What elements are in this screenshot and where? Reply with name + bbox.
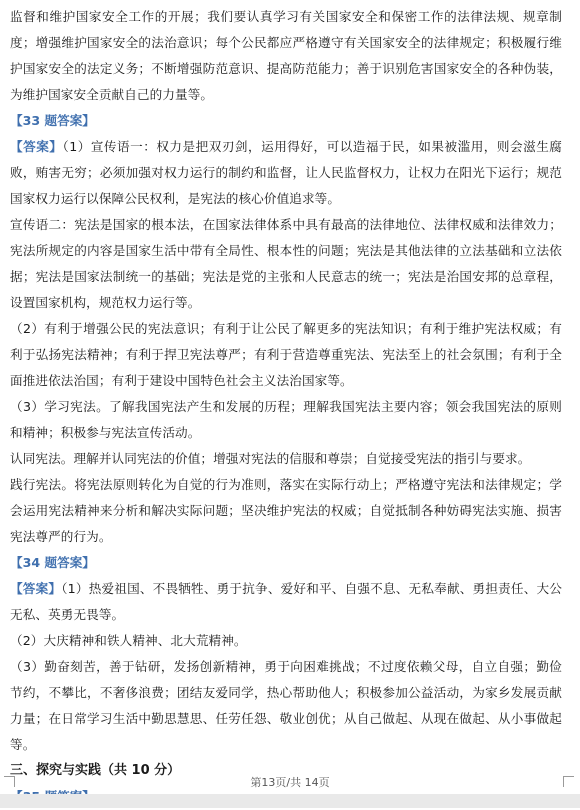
answer-34-part2: （2）大庆精神和铁人精神、北大荒精神。: [10, 633, 247, 648]
answer-34-part1-text: （1）热爱祖国、不畏牺牲、勇于抗争、爱好和平、自强不息、无私奉献、勇担责任、大公无私、英勇无畏等。: [10, 581, 562, 622]
answer-33-slogan2: 宣传语二：宪法是国家的根本法，在国家法律体系中具有最高的法律地位、法律权威和法律效力；宪法所规定的内容是国家生活中带有全局性、根本性的问题；宪法是其他法律的立法基础和立法依据；宪法是国家法制统一的基础；宪法是党的主张和人民意志的统一；宪法是治国安邦的总章程，设置国家机构，规范权力运行等。: [10, 217, 562, 310]
answer-label: 【答案】: [10, 139, 63, 154]
answer-label: 【答案】: [10, 581, 62, 596]
answer-33-part2: （2）有利于增强公民的宪法意识；有利于让公民了解更多的宪法知识；有利于维护宪法权威；有利于弘扬宪法精神；有利于捍卫宪法尊严；有利于营造尊重宪法、宪法至上的社会氛围；有利于全面推进依法治国；有利于建设中国特色社会主义法治国家等。: [10, 321, 562, 388]
answer-34-part1: [10, 576, 562, 628]
answer-34-marker: 【34 题答案】: [10, 555, 95, 570]
answer-33-practice: 践行宪法。将宪法原则转化为自觉的行为准则，落实在实际行动上；严格遵守宪法和法律规定；学会运用宪法精神来分析和解决实际问题；坚决维护宪法的权威；自觉抵制各种妨碍宪法实施、损害宪法尊严的行为。: [10, 477, 562, 544]
page-number: 第13页/共 14页: [250, 776, 330, 789]
answer-33-part3: （3）学习宪法。了解我国宪法产生和发展的历程；理解我国宪法主要内容；领会我国宪法的原则和精神；积极参与宪法宣传活动。: [10, 399, 562, 440]
document-body: [10, 0, 562, 810]
paragraph-national-security: 监督和维护国家安全工作的开展；我们要认真学习有关国家安全和保密工作的法律法规、规章制度；增强维护国家安全的法治意识；每个公民都应严格遵守有关国家安全的法律规定；积极履行维护国家安全的法定义务；不断增强防范意识、提高防范能力；善于识别危害国家安全的各种伪装，为维护国家安全贡献自己的力量等。: [10, 9, 562, 102]
answer-33-recognize: 认同宪法。理解并认同宪法的价值；增强对宪法的信服和尊崇；自觉接受宪法的指引与要求。: [10, 451, 531, 466]
answer-33-part1-text: （1）宣传语一：权力是把双刃剑，运用得好，可以造福于民，如果被滥用，则会滋生腐败，贿害无穷；必须加强对权力运行的制约和监督，让人民监督权力，让权力在阳光下运行；规范国家权力运行以保障公民权利，是宪法的核心价值追求等。: [10, 139, 562, 206]
answer-33-marker: 【33 题答案】: [10, 113, 95, 128]
section-heading-3: 三、探究与实践（共 10 分）: [10, 763, 181, 778]
answer-34-part3: （3）勤奋刻苦，善于钻研，发扬创新精神，勇于向困难挑战；不过度依赖父母，自立自强；勤俭节约，不攀比，不奢侈浪费；团结友爱同学，热心帮助他人；积极参加公益活动，为家乡发展贡献力量；在日常学习生活中勤思慧思、任劳任怨、敬业创优；从自己做起、从现在做起、从小事做起等。: [10, 659, 562, 752]
page-gap: [0, 794, 580, 808]
answer-33-part1: [10, 134, 562, 212]
